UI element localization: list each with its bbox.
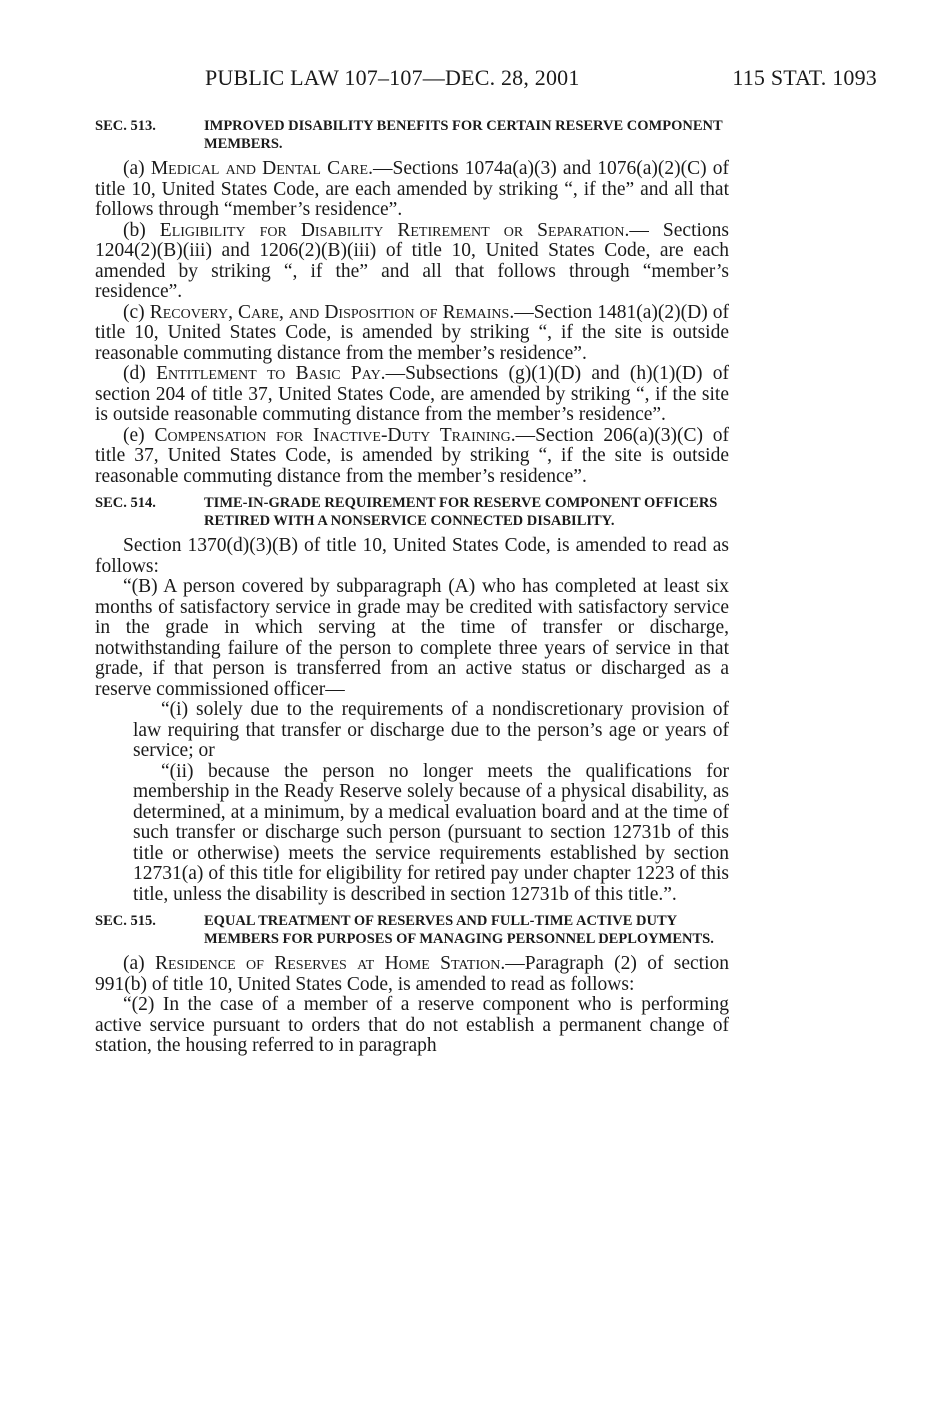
subsection-515-a bbox=[95, 954, 729, 995]
subsection-513-a bbox=[95, 159, 729, 221]
subsection-label: (b) bbox=[123, 219, 146, 241]
subsection-label: (e) bbox=[123, 424, 145, 446]
document-body bbox=[95, 118, 729, 1057]
subsection-label: (c) bbox=[123, 301, 145, 323]
subsection-text: —Section 206(a)(3)(C) of title 37, United States Code, is amended by striking “, if the site is outside reasonable commuting distance from the member’s residence”. bbox=[95, 424, 730, 487]
subsection-text: —Section 1481(a)(2)(D) of title 10, United States Code, is amended by striking “, if the site is outside reasonable commuting distance from the member’s residence”. bbox=[95, 301, 729, 364]
subsection-label: (a) bbox=[123, 953, 145, 974]
subsection-513-e bbox=[95, 426, 729, 488]
subsection-heading: Recovery, Care, and Disposition of Remains. bbox=[149, 301, 515, 323]
header-law-date: PUBLIC LAW 107–107—DEC. 28, 2001 bbox=[205, 65, 580, 90]
section-514-clause-ii: “(ii) because the person no longer meets the qualifications for membership in the Ready Reserve solely because of a physical disability, as determined, at a minimum, by a medical evaluation board and at the time of such transfer or discharge such person (pursuant to section 12731b of this title or otherwise) meets the service requirements established by section 12731(a) of this title for eligibility for retired pay under chapter 1223 of this title, unless the disability is described in section 12731b of this title.”. bbox=[133, 760, 729, 905]
subsection-heading: Residence of Reserves at Home Station. bbox=[155, 953, 506, 974]
subsection-text: —Subsections (g)(1)(D) and (h)(1)(D) of section 204 of title 37, United States Code, are amended by striking “, if the site is outside reasonable commuting distance from the member’s residence”. bbox=[95, 363, 729, 425]
subsection-heading: Entitlement to Basic Pay. bbox=[156, 363, 386, 384]
section-number: SEC. 514. bbox=[95, 495, 156, 511]
section-title: TIME-IN-GRADE REQUIREMENT FOR RESERVE COMPONENT OFFICERS RETIRED WITH A NONSERVICE CONNECTED DISABILITY. bbox=[204, 495, 718, 529]
subsection-513-d bbox=[95, 364, 729, 426]
subsection-513-b bbox=[95, 221, 729, 303]
section-number: SEC. 515. bbox=[95, 913, 156, 929]
subsection-heading: Compensation for Inactive-Duty Training. bbox=[154, 424, 516, 446]
section-513-heading bbox=[95, 118, 729, 153]
section-514-clause-i: “(i) solely due to the requirements of a nondiscretionary provision of law requiring that transfer or discharge due to the person’s age or years of service; or bbox=[133, 699, 729, 761]
subsection-label: (a) bbox=[123, 158, 145, 179]
section-title: EQUAL TREATMENT OF RESERVES AND FULL-TIME ACTIVE DUTY MEMBERS FOR PURPOSES OF MANAGING PERSONNEL DEPLOYMENTS. bbox=[204, 913, 714, 947]
running-header bbox=[205, 64, 877, 92]
subsection-513-c bbox=[95, 303, 729, 365]
section-515-heading bbox=[95, 913, 729, 948]
section-514-intro: Section 1370(d)(3)(B) of title 10, United States Code, is amended to read as follows: bbox=[95, 535, 729, 577]
subsection-label: (d) bbox=[123, 363, 146, 384]
section-title: IMPROVED DISABILITY BENEFITS FOR CERTAIN RESERVE COMPONENT MEMBERS. bbox=[204, 118, 723, 152]
subsection-text: — Sections 1204(2)(B)(iii) and 1206(2)(B)(iii) of title 10, United States Code, are each amended by striking “, if the” and all that follows through “member’s residence”. bbox=[95, 219, 730, 302]
subsection-text: —Paragraph (2) of section 991(b) of title 10, United States Code, is amended to read as follows: bbox=[95, 953, 730, 995]
subsection-heading: Eligibility for Disability Retirement or Separation. bbox=[159, 219, 630, 241]
header-statute-page: 115 STAT. 1093 bbox=[732, 65, 877, 90]
subsection-text: —Sections 1074a(a)(3) and 1076(a)(2)(C) of title 10, United States Code, are each amended by striking “, if the” and all that follows through “member’s residence”. bbox=[95, 158, 730, 220]
subsection-heading: Medical and Dental Care. bbox=[150, 158, 373, 179]
section-515-quoted-text: “(2) In the case of a member of a reserve component who is performing active service pursuant to orders that do not establish a permanent change of station, the housing referred to in paragraph bbox=[95, 994, 729, 1056]
section-number: SEC. 513. bbox=[95, 118, 156, 134]
section-514-heading bbox=[95, 495, 729, 530]
section-514-quoted-text: “(B) A person covered by subparagraph (A) who has completed at least six months of satisfactory service in grade may be credited with satisfactory service in the grade in which serving at the time of transfer or discharge, notwithstanding failure of the person to complete three years of service in that grade, if that person is transferred from an active status or discharged as a reserve commissioned officer— bbox=[95, 576, 729, 700]
